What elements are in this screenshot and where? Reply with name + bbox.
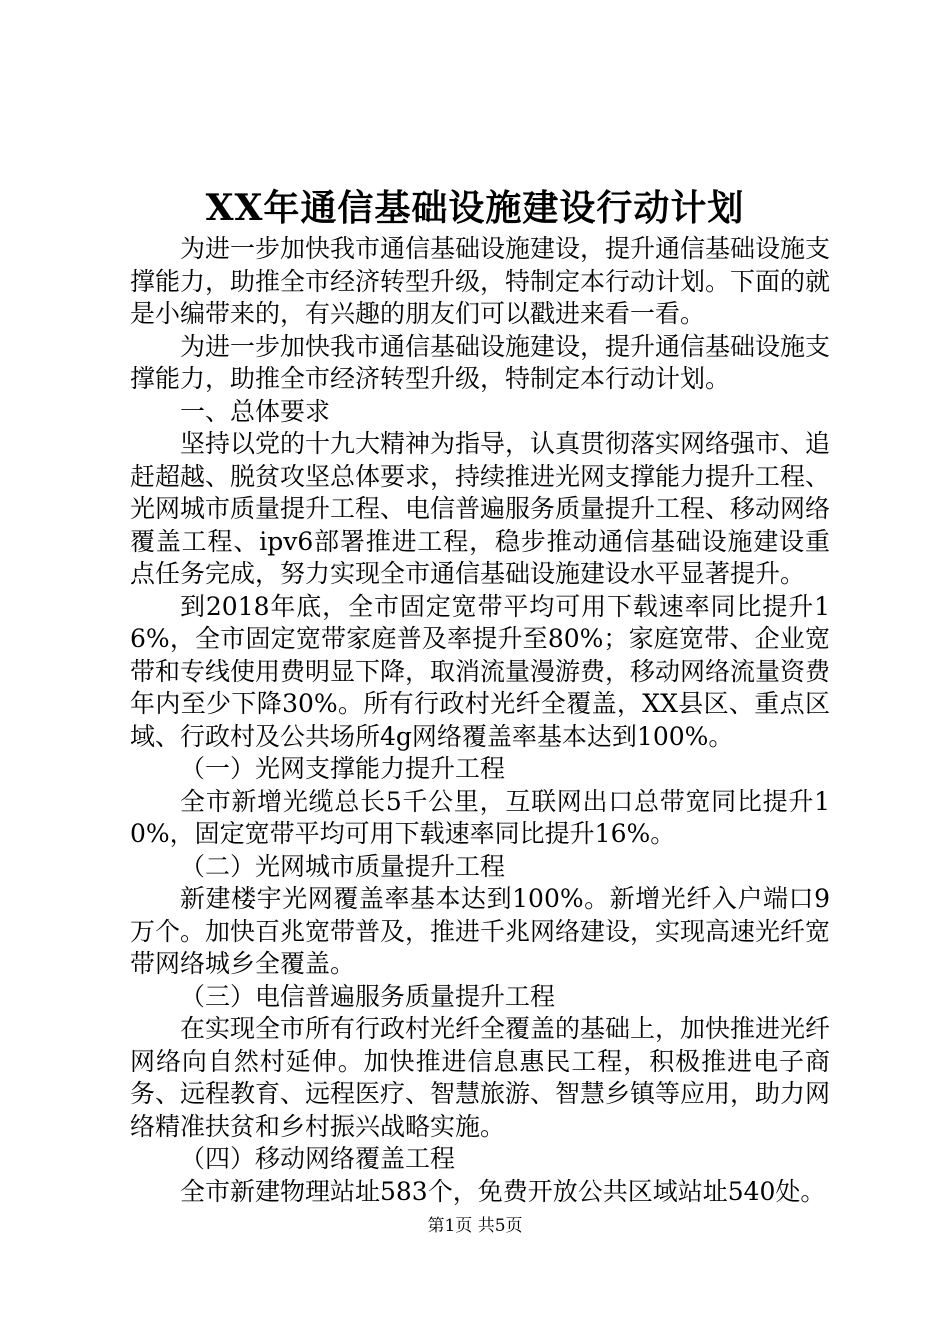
subsection-1-paragraph: 全市新增光缆总长5千公里，互联网出口总带宽同比提升10%，固定宽带平均可用下载速率同比提升16%。: [130, 786, 830, 848]
intro-paragraph: 为进一步加快我市通信基础设施建设，提升通信基础设施支撑能力，助推全市经济转型升级，特制定本行动计划。下面的就是小编带来的，有兴趣的朋友们可以戳进来看一看。: [130, 234, 831, 328]
subsection-heading-4: （四）移动网络覆盖工程: [180, 1144, 456, 1173]
section-heading-general-requirements: 一、总体要求: [180, 396, 331, 426]
subsection-heading-3: （三）电信普遍服务质量提升工程: [180, 981, 556, 1011]
document-body: [130, 233, 830, 1208]
subsection-heading-1: （一）光网支撑能力提升工程: [180, 754, 506, 783]
subsection-heading-2: （二）光网城市质量提升工程: [180, 851, 506, 881]
intro-paragraph-repeat: 为进一步加快我市通信基础设施建设，提升通信基础设施支撑能力，助推全市经济转型升级，特制定本行动计划。: [130, 331, 831, 393]
page-footer: 第1页 共5页: [427, 1216, 523, 1236]
subsection-4-paragraph: 全市新建物理站址583个，免费开放公共区域站址540处。: [180, 1176, 826, 1206]
subsection-3-paragraph: 在实现全市所有行政村光纤全覆盖的基础上，加快推进光纤网络向自然村延伸。加快推进信息惠民工程，积极推进电子商务、远程教育、远程医疗、智慧旅游、智慧乡镇等应用，助力网络精准扶贫和乡村振兴战略实施。: [130, 1014, 831, 1141]
document-title: XX年通信基础设施建设行动计划: [205, 187, 745, 229]
general-requirements-paragraph: 坚持以党的十九大精神为指导，认真贯彻落实网络强市、追赶超越、脱贫攻坚总体要求，持续推进光网支撑能力提升工程、光网城市质量提升工程、电信普遍服务质量提升工程、移动网络覆盖工程、ipv6部署推进工程，稳步推动通信基础设施建设重点任务完成，努力实现全市通信基础设施建设水平显著提升。: [130, 429, 831, 588]
targets-paragraph: 到2018年底，全市固定宽带平均可用下载速率同比提升16%，全市固定宽带家庭普及率提升至80%；家庭宽带、企业宽带和专线使用费明显下降，取消流量漫游费，移动网络流量资费年内至少下降30%。所有行政村光纤全覆盖，XX县区、重点区域、行政村及公共场所4g网络覆盖率基本达到100%。: [130, 591, 831, 751]
subsection-2-paragraph: 新建楼宇光网覆盖率基本达到100%。新增光纤入户端口9万个。加快百兆宽带普及，推进千兆网络建设，实现高速光纤宽带网络城乡全覆盖。: [130, 884, 831, 978]
